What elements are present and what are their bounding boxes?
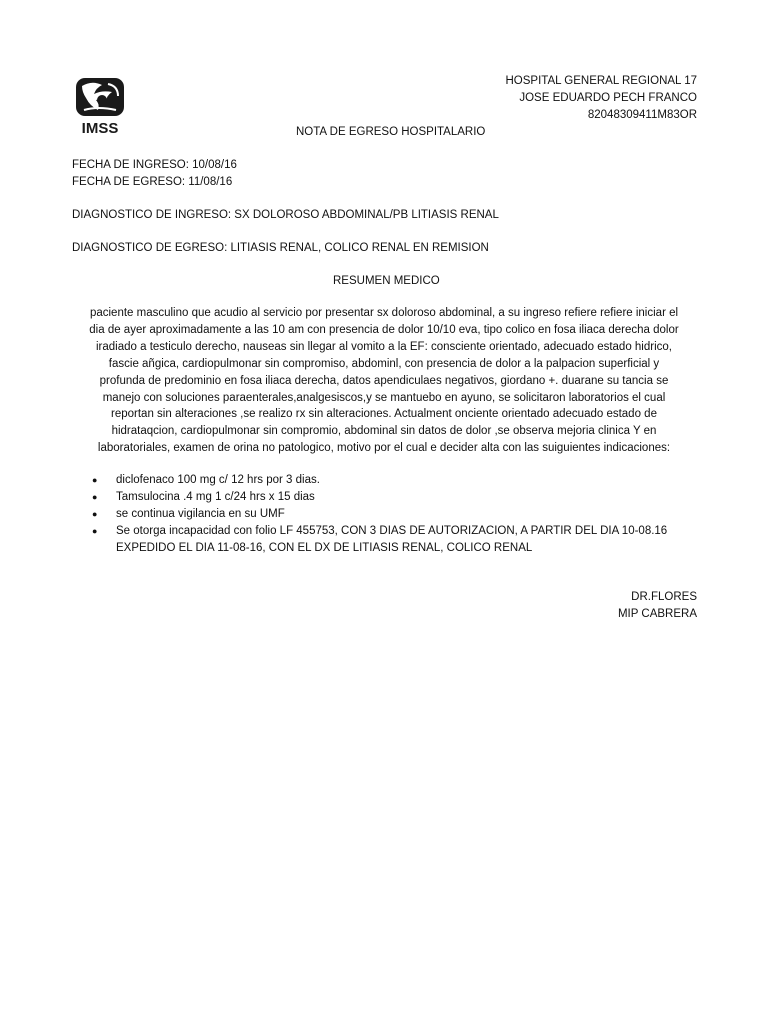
list-item-text: diclofenaco 100 mg c/ 12 hrs por 3 dias. — [116, 474, 320, 486]
bullet-icon: ● — [92, 491, 98, 502]
resumen-line: profunda de predominio en fosa iliaca derecha, datos apendiculaes negativos, giordano +. duarane su tancia se — [99, 374, 669, 387]
list-item — [92, 472, 702, 489]
list-item — [92, 523, 702, 557]
doctor-name: DR.FLORES — [631, 591, 697, 603]
list-item-text: se continua vigilancia en su UMF — [116, 507, 285, 520]
document-title: NOTA DE EGRESO HOSPITALARIO — [296, 126, 486, 138]
bullet-icon: ● — [92, 475, 98, 485]
logo-text: IMSS — [81, 120, 119, 136]
list-item — [92, 506, 702, 523]
resumen-line: manejo con soluciones paraenterales,analgesiscos,y se mantuebo en ayuno, se solicitaron laboratorios el cual — [102, 391, 666, 404]
resumen-line: reportan sin alteraciones ,se realizo rx sin alteraciones. Actualment onciente orientado adecuado estado de — [111, 408, 657, 421]
list-item — [92, 489, 702, 506]
bullet-icon: ● — [92, 525, 98, 536]
resumen-line: dia de ayer aproximadamente a las 10 am con presencia de dolor 10/10 eva, tipo colico en fosa iliaca derecha dolor — [89, 323, 679, 336]
resumen-line: laboratoriales, examen de orina no patologico, motivo por el cual e decider alta con las suiguientes indicaciones: — [97, 442, 671, 455]
hospital-name: HOSPITAL GENERAL REGIONAL 17 — [505, 75, 697, 87]
fecha-egreso: FECHA DE EGRESO: 11/08/16 — [72, 176, 233, 188]
resumen-title: RESUMEN MEDICO — [333, 275, 440, 287]
fecha-ingreso: FECHA DE INGRESO: 10/08/16 — [72, 159, 237, 171]
diagnostico-egreso: DIAGNOSTICO DE EGRESO: LITIASIS RENAL, COLICO RENAL EN REMISION — [72, 242, 489, 254]
imss-logo — [72, 76, 128, 136]
indicaciones-list — [92, 472, 702, 557]
resumen-line: iradiado a testiculo derecho, nauseas sin llegar al vomito a la EF: consciente orientado, adecuado estado hidrico, — [96, 340, 672, 353]
resumen-line: paciente masculino que acudio al servicio por presentar sx doloroso abdominal, a su ingreso refiere refiere iniciar el — [89, 307, 679, 319]
resumen-line: hidrataqcion, cardiopulmonar sin compromio, abdominal sin datos de dolor ,se observa mejoria clinica Y en — [111, 425, 657, 438]
resumen-paragraph — [72, 305, 696, 457]
resumen-line: fascie añgica, cardiopulmonar sin compromiso, abdominl, con presencia de dolor a la palpacion superficial y — [108, 357, 660, 370]
patient-name: JOSE EDUARDO PECH FRANCO — [519, 91, 697, 104]
diagnostico-ingreso: DIAGNOSTICO DE INGRESO: SX DOLOROSO ABDOMINAL/PB LITIASIS RENAL — [72, 209, 499, 221]
signature-block — [618, 589, 697, 623]
mip-name: MIP CABRERA — [617, 607, 697, 620]
list-item-text: Tamsulocina .4 mg 1 c/24 hrs x 15 dias — [116, 490, 315, 503]
patient-id: 82048309411M83OR — [587, 108, 697, 121]
imss-eagle-logo-icon — [72, 76, 128, 136]
bullet-icon: ● — [92, 508, 98, 519]
list-item-text: EXPEDIDO EL DIA 11-08-16, CON EL DX DE LITIASIS RENAL, COLICO RENAL — [116, 541, 533, 554]
header-block — [505, 73, 697, 123]
list-item-text: Se otorga incapacidad con folio LF 455753, CON 3 DIAS DE AUTORIZACION, A PARTIR DEL DIA 10-08.16 — [116, 524, 668, 537]
